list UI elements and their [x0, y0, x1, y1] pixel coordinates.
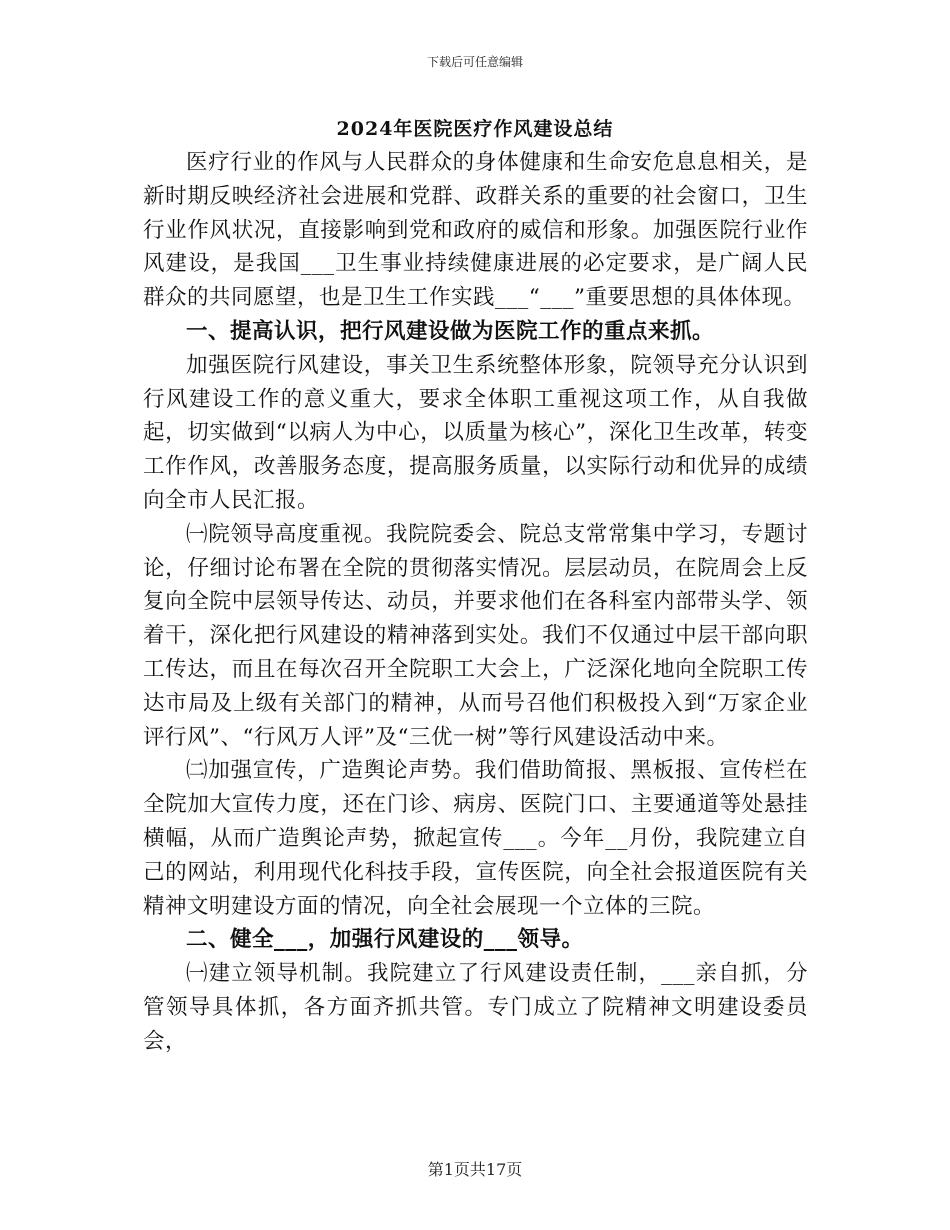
section-heading-2: 二、健全___，加强行风建设的___领导。	[186, 927, 584, 953]
paragraph-mechanism: ㈠建立领导机制。我院建立了行风建设责任制，___亲自抓，分管领导具体抓，各方面齐抓共管。专门成立了院精神文明建设委员会，	[143, 961, 808, 1054]
document-title: 2024年医院医疗作风建设总结	[336, 118, 614, 140]
page-header-note: 下载后可任意编辑	[426, 55, 523, 69]
section-heading-1: 一、提高认识，把行风建设做为医院工作的重点来抓。	[186, 318, 715, 344]
paragraph-section1-intro: 加强医院行风建设，事关卫生系统整体形象，院领导充分认识到行风建设工作的意义重大，要求全体职工重视这项工作，从自我做起，切实做到“以病人为中心，以质量为核心”，深化卫生改革，转变工作作风，改善服务态度，提高服务质量，以实际行动和优异的成绩向全市人民汇报。	[143, 352, 808, 513]
paragraph-intro: 医疗行业的作风与人民群众的身体健康和生命安危息息相关，是新时期反映经济社会进展和党群、政群关系的重要的社会窗口，卫生行业作风状况，直接影响到党和政府的威信和形象。加强医院行业作风建设，是我国___卫生事业持续健康进展的必定要求，是广阔人民群众的共同愿望，也是卫生工作实践___“___”重要思想的具体体现。	[143, 150, 808, 311]
page-number-footer: 第1页共17页	[427, 1160, 523, 1179]
document-body	[143, 146, 808, 1059]
paragraph-publicity: ㈡加强宣传，广造舆论声势。我们借助简报、黑板报、宣传栏在全院加大宣传力度，还在门诊、病房、医院门口、主要通道等处悬挂横幅，从而广造舆论声势，掀起宣传___。今年__月份，我院建立自己的网站，利用现代化科技手段，宣传医院，向全社会报道医院有关精神文明建设方面的情况，向全社会展现一个立体的三院。	[143, 758, 808, 919]
paragraph-leadership: ㈠院领导高度重视。我院院委会、院总支常常集中学习，专题讨论，仔细讨论布署在全院的贯彻落实情况。层层动员，在院周会上反复向全院中层领导传达、动员，并要求他们在各科室内部带头学、领着干，深化把行风建设的精神落到实处。我们不仅通过中层干部向职工传达，而且在每次召开全院职工大会上，广泛深化地向全院职工传达市局及上级有关部门的精神，从而号召他们积极投入到“万家企业评行风”、“行风万人评”及“三优一树”等行风建设活动中来。	[143, 521, 808, 750]
